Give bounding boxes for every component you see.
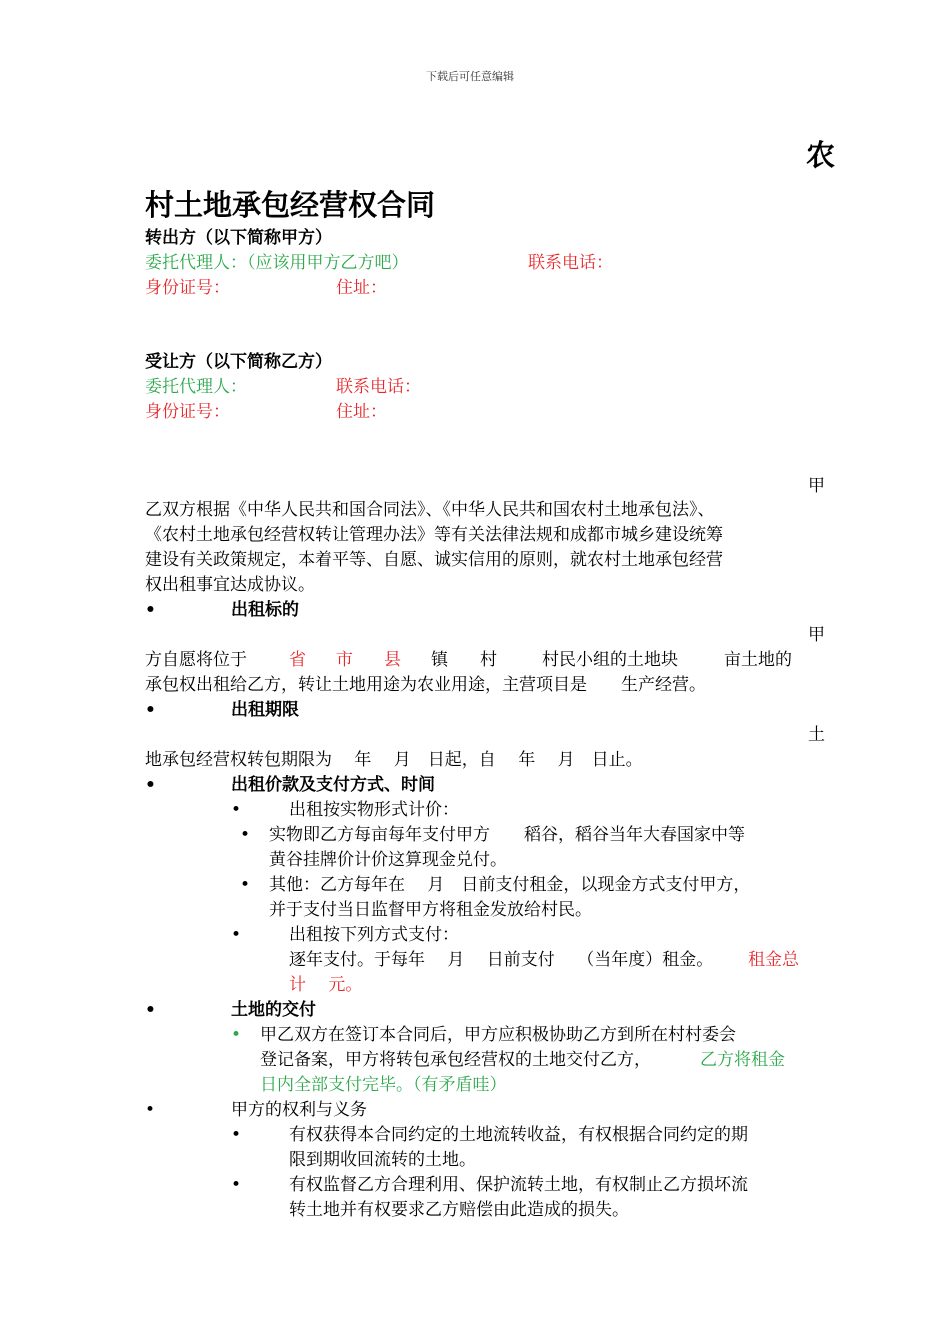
sec1-bullet: • [145,600,156,620]
sec1-line1-a: 方自愿将位于 [145,650,247,670]
sec3-b-line1: 逐年支付。于每年 月 日前支付 （当年度）租金。 [289,950,714,970]
party-b-agent: 委托代理人： [145,377,247,397]
sec4-line2: 登记备案，甲方将转包承包经营权的土地交付乙方， [260,1050,651,1070]
sec3-b-total-1: 租金总 [748,950,799,970]
intro-line-1: 乙双方根据《中华人民共和国合同法》、《中华人民共和国农村土地承包法》、 [145,500,715,520]
sec1-province: 省 [289,650,306,670]
title-first-char: 农 [806,138,836,172]
party-a-agent: 委托代理人：（应该用甲方乙方吧） [145,253,409,273]
sec3-heading: 出租价款及支付方式、时间 [231,775,435,795]
party-b-address: 住址： [336,402,387,422]
party-a-heading: 转出方（以下简称甲方） [145,228,332,248]
sec3-a-bullet: • [231,800,242,820]
party-a-id: 身份证号： [145,278,230,298]
sec4-line1: 甲乙双方在签订本合同后，甲方应积极协助乙方到所在村村委会 [260,1025,736,1045]
party-b-heading: 受让方（以下简称乙方） [145,352,332,372]
sec3-a1-line2: 黄谷挂牌价计价这算现金兑付。 [269,850,507,870]
sec1-group: 村民小组的土地块 [542,650,678,670]
sec3-a2-line2: 并于支付当日监督甲方将租金发放给村民。 [269,900,592,920]
sec1-county: 县 [384,650,401,670]
sec1-mu: 亩土地的 [724,650,792,670]
sec3-bullet: • [145,775,156,795]
sec1-line2: 承包权出租给乙方，转让土地用途为农业用途，主营项目是 生产经营。 [145,675,706,695]
sec2-lead-char: 土 [808,725,825,745]
sec3-b-total-2: 计 元。 [289,975,363,995]
intro-line-2: 《农村土地承包经营权转让管理办法》等有关法律法规和成都市城乡建设统筹 [145,525,723,545]
party-b-id: 身份证号： [145,402,230,422]
sec2-heading: 出租期限 [231,700,299,720]
sec1-town: 镇 [431,650,448,670]
sec1-lead-char: 甲 [808,625,825,645]
sec2-bullet: • [145,700,156,720]
sec5-b-line2: 转土地并有权要求乙方赔偿由此造成的损失。 [289,1200,629,1220]
sec4-line2-green: 乙方将租金 [700,1050,785,1070]
party-a-address: 住址： [336,278,387,298]
sec4-heading: 土地的交付 [231,1000,316,1020]
sec1-village: 村 [480,650,497,670]
sec5-bullet: • [145,1100,156,1120]
party-a-phone: 联系电话： [528,253,613,273]
page-header: 下载后可任意编辑 [426,70,514,83]
sec3-a1-line1: 实物即乙方每亩每年支付甲方 稻谷，稻谷当年大春国家中等 [269,825,745,845]
intro-lead-char: 甲 [808,476,825,496]
sec4-sub-bullet: • [231,1025,242,1045]
sec4-line3-green: 日内全部支付完毕。（有矛盾哇） [260,1075,507,1095]
sec5-a-line1: 有权获得本合同约定的土地流转收益，有权根据合同约定的期 [289,1125,748,1145]
sec5-a-line2: 限到期收回流转的土地。 [289,1150,476,1170]
sec3-a: 出租按实物形式计价： [289,800,459,820]
sec2-line: 地承包经营权转包期限为 年 月 日起，自 年 月 日止。 [145,750,643,770]
sec5-heading: 甲方的权利与义务 [231,1100,367,1120]
sec1-city: 市 [336,650,353,670]
document-title: 村土地承包经营权合同 [145,188,436,222]
sec5-b-bullet: • [231,1175,242,1195]
sec3-b: 出租按下列方式支付： [289,925,459,945]
sec3-b-bullet: • [231,925,242,945]
intro-line-3: 建设有关政策规定，本着平等、自愿、诚实信用的原则，就农村土地承包经营 [145,550,723,570]
intro-line-4: 权出租事宜达成协议。 [145,575,315,595]
sec3-a2-line1: 其他：乙方每年在 月 日前支付租金，以现金方式支付甲方， [269,875,751,895]
party-b-phone: 联系电话： [336,377,421,397]
sec5-a-bullet: • [231,1125,242,1145]
sec3-a2-bullet: • [240,875,251,895]
sec1-heading: 出租标的 [231,600,299,620]
sec4-bullet: • [145,1000,156,1020]
sec5-b-line1: 有权监督乙方合理利用、保护流转土地，有权制止乙方损坏流 [289,1175,748,1195]
sec3-a1-bullet: • [240,825,251,845]
